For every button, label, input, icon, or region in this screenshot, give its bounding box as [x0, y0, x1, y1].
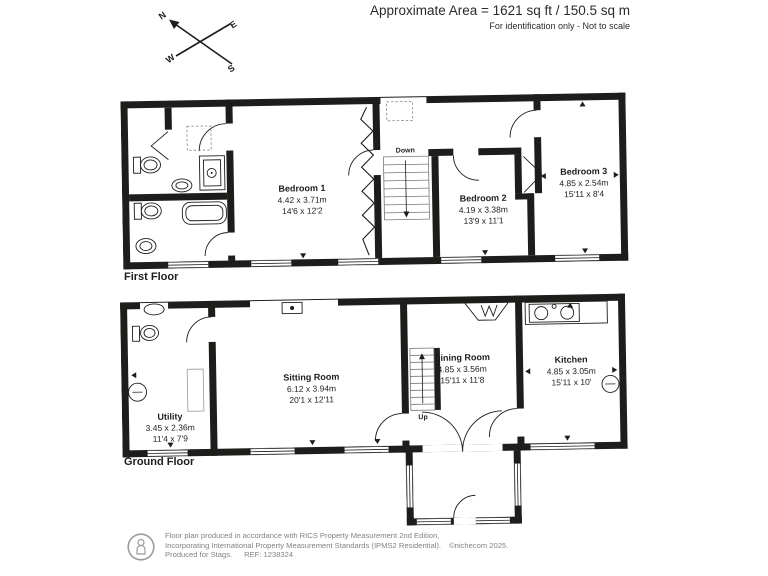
door-arc [375, 414, 402, 441]
approximate-area-text: Approximate Area = 1621 sq ft / 150.5 sq m [369, 3, 630, 18]
window [555, 254, 599, 262]
window [441, 256, 481, 264]
first-floor-plan [120, 91, 635, 291]
compass-rose-icon [148, 2, 248, 76]
first-floor-walls [120, 93, 628, 270]
footer [126, 531, 508, 562]
room-label-dining-room [434, 352, 491, 385]
porch [406, 451, 522, 526]
bathroom-fixtures [133, 126, 227, 254]
ground-floor-plan [120, 292, 636, 541]
svg-text:4.85 x 3.05m: 4.85 x 3.05m [546, 365, 596, 377]
footer-line-3: Produced for Stags. [165, 550, 233, 560]
stairs-down-label: Down [395, 147, 415, 155]
disclaimer-text: For identification only - Not to scale [489, 21, 630, 31]
svg-text:Bedroom 1: Bedroom 1 [278, 182, 326, 194]
svg-text:4.19 x 3.38m: 4.19 x 3.38m [458, 204, 509, 216]
room-label-kitchen [546, 354, 596, 387]
svg-text:Bedroom 3: Bedroom 3 [560, 165, 608, 177]
toilet-icon [140, 325, 158, 340]
window [476, 517, 510, 525]
door-arc [348, 150, 373, 175]
stairs-down [382, 101, 429, 220]
footer-text [165, 531, 508, 560]
window [345, 446, 389, 454]
footer-line-1: Floor plan produced in accordance with RICS Property Measurement 2nd Edition, [165, 531, 440, 540]
svg-text:Bedroom 2: Bedroom 2 [459, 192, 507, 204]
room-label-bedroom-3 [559, 166, 609, 199]
header [370, 3, 630, 31]
door-arc [453, 155, 478, 180]
svg-text:Dining Room: Dining Room [433, 352, 491, 364]
footer-line-2: Incorporating International Property Measurement Standards (IPMS2 Residential). [165, 540, 442, 550]
window [514, 464, 522, 506]
sink-icon [144, 304, 164, 315]
door-arc [205, 233, 228, 256]
toilet-icon [133, 157, 140, 173]
door-arc [199, 124, 226, 151]
room-label-bedroom-2 [458, 193, 508, 226]
stairs-up [410, 348, 435, 421]
toilet-icon [140, 157, 160, 173]
compass-n: N [156, 9, 168, 22]
toilet-icon [132, 326, 139, 341]
door-arc [453, 495, 475, 517]
closet-door [151, 132, 168, 160]
compass-w: W [163, 52, 177, 66]
window [251, 260, 291, 268]
compass-e: E [227, 18, 239, 31]
door-arc [489, 409, 517, 437]
window [406, 465, 414, 507]
stairs-up-label: Up [418, 414, 428, 422]
svg-text:11'4 x 7'9: 11'4 x 7'9 [152, 433, 189, 444]
svg-text:Sitting Room: Sitting Room [283, 371, 340, 383]
worktop [187, 369, 204, 411]
window [168, 261, 208, 269]
svg-text:15'11 x 11'8: 15'11 x 11'8 [440, 374, 485, 386]
svg-text:6.12 x 3.94m: 6.12 x 3.94m [286, 383, 337, 395]
entrance-door-gap [454, 517, 476, 524]
window [338, 258, 378, 266]
toilet-icon [134, 203, 141, 219]
window [251, 447, 295, 455]
svg-text:4.85 x 2.54m: 4.85 x 2.54m [559, 177, 609, 189]
bath-icon [182, 202, 226, 225]
svg-text:Utility: Utility [157, 411, 183, 422]
room-label-utility [145, 411, 195, 444]
reference-number: REF: 1238324 [244, 550, 294, 560]
sink-icon [136, 238, 156, 253]
svg-text:13'9 x 11'1: 13'9 x 11'1 [463, 215, 504, 227]
loft-hatch [187, 126, 211, 150]
door-arc [186, 317, 211, 342]
svg-text:3.45 x 2.36m: 3.45 x 2.36m [145, 422, 195, 434]
toilet-icon [141, 203, 161, 219]
first-floor-label: First Floor [124, 271, 179, 283]
window [417, 518, 451, 526]
compass-s: S [225, 62, 237, 75]
svg-text:15'11 x 8'4: 15'11 x 8'4 [564, 188, 605, 200]
svg-text:14'6 x 12'2: 14'6 x 12'2 [281, 205, 323, 217]
svg-text:20'1 x 12'11: 20'1 x 12'11 [289, 394, 335, 406]
north-arrow [169, 20, 180, 30]
svg-text:Kitchen: Kitchen [554, 354, 588, 365]
nichecom-logo-icon [126, 532, 156, 562]
sink-icon [172, 179, 192, 192]
ground-floor-fixtures [127, 296, 619, 413]
room-label-sitting-room [283, 372, 340, 405]
door-arc [510, 110, 537, 137]
svg-text:15'11 x 10': 15'11 x 10' [551, 376, 592, 388]
svg-text:4.85 x 3.56m: 4.85 x 3.56m [437, 363, 487, 375]
copyright-text: ©nichecom 2025. [449, 540, 509, 550]
svg-text:4.42 x 3.71m: 4.42 x 3.71m [277, 194, 327, 206]
ground-floor-label: Ground Floor [124, 456, 195, 468]
room-label-bedroom-1 [277, 183, 327, 216]
window [531, 442, 595, 450]
